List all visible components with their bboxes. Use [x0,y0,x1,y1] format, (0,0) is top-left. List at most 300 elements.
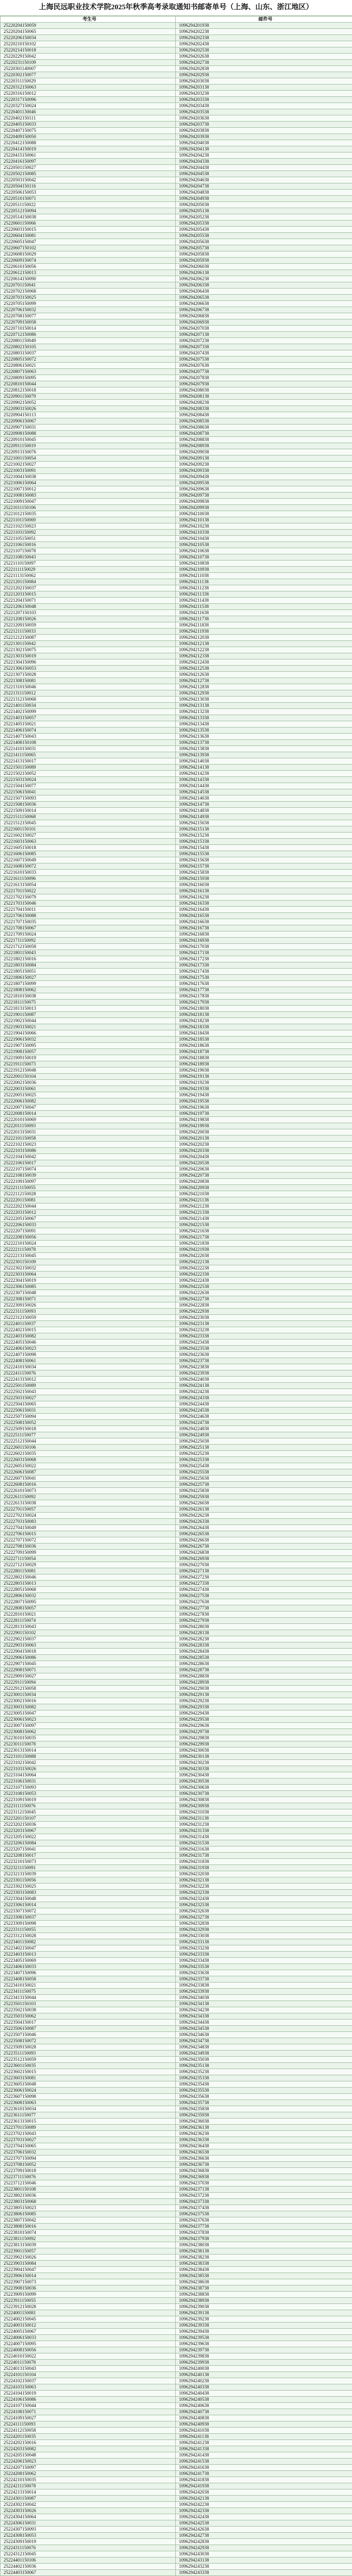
table-row [1,1395,352,1401]
tracking-number-cell: 1096294234838 [176,2044,352,2050]
tracking-number-cell: 1096294233338 [176,1952,352,1958]
tracking-number-cell: 1096294221638 [176,1228,352,1234]
exam-number-cell: 25223712150046 [1,2180,176,2187]
table-row [1,591,352,598]
tracking-number-cell: 1096294230138 [176,1754,352,1760]
table-row [1,245,352,251]
tracking-number-cell: 1096294210738 [176,554,352,561]
exam-number-cell: 25223912150028 [1,2304,176,2310]
tracking-number-cell: 1096294207438 [176,350,352,357]
exam-number-cell: 25221102150023 [1,523,176,530]
exam-number-cell: 25222311150093 [1,1309,176,1315]
table-row [1,23,352,29]
exam-number-cell: 25223103150026 [1,1766,176,1772]
tracking-number-cell: 1096294219338 [176,1086,352,1092]
exam-number-cell: 25223813150039 [1,2242,176,2248]
exam-number-cell: 25223613150015 [1,2119,176,2125]
tracking-number-cell: 1096294210538 [176,542,352,548]
tracking-number-cell: 1096294214838 [176,808,352,814]
tracking-number-cell: 1096294207938 [176,381,352,387]
exam-number-cell: 25221903150021 [1,1024,176,1030]
tracking-number-cell: 1096294215938 [176,876,352,882]
table-row [1,771,352,777]
tracking-number-cell: 1096294232338 [176,1890,352,1896]
exam-number-cell: 25221110150097 [1,561,176,567]
exam-number-cell: 25224101150104 [1,2372,176,2378]
table-row [1,1581,352,1587]
table-row [1,530,352,536]
exam-number-cell: 25221408150108 [1,740,176,746]
exam-number-cell: 25223109150019 [1,1797,176,1803]
tracking-number-cell: 1096294203938 [176,134,352,140]
exam-number-cell: 25223606150024 [1,2088,176,2094]
tracking-number-cell: 1096294237238 [176,2193,352,2199]
exam-number-cell: 25221813150013 [1,1006,176,1012]
tracking-number-cell: 1096294233438 [176,1958,352,1964]
tracking-number-cell: 1096294225838 [176,1488,352,1494]
table-row [1,1346,352,1352]
exam-number-cell: 25220802150105 [1,344,176,350]
tracking-number-cell: 1096294209738 [176,493,352,499]
exam-number-cell: 25220504150116 [1,183,176,190]
exam-number-cell: 25222003150061 [1,1086,176,1092]
exam-number-cell: 25221608150072 [1,863,176,870]
table-row [1,1704,352,1710]
exam-number-cell: 25221901150087 [1,1012,176,1018]
table-row [1,907,352,913]
tracking-number-cell: 1096294233038 [176,1933,352,1939]
exam-number-cell: 25222506150031 [1,1408,176,1414]
table-row [1,140,352,146]
table-row [1,1247,352,1253]
exam-number-cell: 25221302150075 [1,647,176,653]
exam-number-cell: 25221101150069 [1,517,176,523]
exam-number-cell: 25222906150086 [1,1655,176,1661]
exam-number-cell: 25221202150037 [1,585,176,591]
tracking-number-cell: 1096294229938 [176,1741,352,1748]
exam-number-cell: 25221509150014 [1,808,176,814]
tracking-number-cell: 1096294215338 [176,839,352,845]
table-row [1,1970,352,1976]
exam-number-cell: 25222707150072 [1,1537,176,1544]
tracking-number-cell: 1096294235138 [176,2063,352,2069]
tracking-number-cell: 1096294242738 [176,2533,352,2539]
table-row [1,449,352,455]
exam-number-cell: 25222902150037 [1,1636,176,1642]
exam-number-cell: 25223407150096 [1,1970,176,1976]
tracking-number-cell: 1096294211438 [176,598,352,604]
table-row [1,1754,352,1760]
tracking-number-cell: 1096294206438 [176,289,352,295]
table-row [1,369,352,375]
exam-number-cell: 25220412150088 [1,140,176,146]
tracking-number-cell: 1096294203238 [176,91,352,97]
exam-number-cell: 25221605150018 [1,845,176,851]
exam-number-cell: 25224006150033 [1,2335,176,2341]
exam-number-cell: 25221803150084 [1,962,176,969]
exam-number-cell: 25221908150057 [1,1049,176,1055]
tracking-number-cell: 1096294207638 [176,363,352,369]
table-row [1,1123,352,1129]
exam-number-cell: 25223602150015 [1,2069,176,2075]
tracking-number-cell: 1096294236038 [176,2119,352,2125]
tracking-number-cell: 1096294231338 [176,1828,352,1834]
exam-number-cell: 25221403150057 [1,715,176,721]
table-row [1,41,352,47]
exam-number-cell: 25222112150028 [1,1191,176,1197]
table-row [1,437,352,443]
tracking-number-cell: 1096294242338 [176,2508,352,2514]
tracking-number-cell: 1096294231138 [176,1816,352,1822]
table-row [1,598,352,604]
table-row [1,1018,352,1024]
exam-number-cell: 25221312150068 [1,697,176,703]
exam-number-cell: 25221504150077 [1,783,176,789]
table-row [1,554,352,561]
table-row [1,2131,352,2137]
exam-number-cell: 25223201150107 [1,1816,176,1822]
tracking-number-cell: 1096294227538 [176,1593,352,1599]
exam-number-cell: 25220810150044 [1,381,176,387]
tracking-number-cell: 1096294242838 [176,2539,352,2545]
exam-number-cell: 25223904150047 [1,2267,176,2273]
tracking-number-cell: 1096294204538 [176,171,352,177]
tracking-number-cell: 1096294231238 [176,1822,352,1828]
tracking-number-cell: 1096294209138 [176,455,352,462]
tracking-number-cell: 1096294207538 [176,357,352,363]
exam-number-cell: 25222101150058 [1,1136,176,1142]
exam-number-cell: 25223306150014 [1,1902,176,1908]
tracking-number-cell: 1096294226238 [176,1513,352,1519]
tracking-number-cell: 1096294236538 [176,2149,352,2156]
table-row [1,1272,352,1278]
exam-number-cell: 25220906150067 [1,418,176,425]
table-row [1,2471,352,2477]
table-row [1,820,352,826]
tracking-number-cell: 1096294204038 [176,140,352,146]
tracking-number-cell: 1096294212838 [176,684,352,690]
table-row [1,2508,352,2514]
tracking-number-cell: 1096294202238 [176,29,352,35]
tracking-number-cell: 1096294226338 [176,1519,352,1525]
table-row [1,2248,352,2255]
exam-number-cell: 25221711150092 [1,938,176,944]
table-row [1,1476,352,1482]
table-row [1,2217,352,2224]
tracking-number-cell: 1096294235838 [176,2106,352,2112]
exam-number-cell: 25221709150024 [1,931,176,938]
table-row [1,1661,352,1667]
table-row [1,1846,352,1853]
table-row [1,455,352,462]
table-row [1,2063,352,2069]
exam-number-cell: 25223202150036 [1,1822,176,1828]
tracking-number-cell: 1096294208938 [176,443,352,449]
table-row [1,1698,352,1704]
table-row [1,418,352,425]
table-row [1,1556,352,1562]
table-row [1,802,352,808]
table-row [1,227,352,233]
exam-number-cell: 25222405150046 [1,1340,176,1346]
exam-number-cell: 25221906150032 [1,1037,176,1043]
table-row [1,115,352,122]
tracking-number-cell: 1096294232038 [176,1871,352,1877]
exam-number-cell: 25221209150059 [1,622,176,629]
tracking-number-cell: 1096294226138 [176,1506,352,1513]
table-row [1,2081,352,2088]
exam-number-cell: 25221308150081 [1,678,176,684]
tracking-number-cell: 1096294229838 [176,1735,352,1741]
tracking-number-cell: 1096294219138 [176,1074,352,1080]
exam-number-cell: 25220514150038 [1,214,176,221]
table-row [1,47,352,54]
table-row [1,1451,352,1457]
table-row [1,783,352,789]
exam-number-cell: 25223011150078 [1,1741,176,1748]
exam-number-cell: 25223010150035 [1,1735,176,1741]
exam-number-cell: 25222407150098 [1,1352,176,1358]
exam-number-cell: 25224301150087 [1,2496,176,2502]
tracking-number-cell: 1096294208138 [176,394,352,400]
table-row [1,938,352,944]
table-row [1,653,352,659]
tracking-number-cell: 1096294215438 [176,845,352,851]
table-row [1,727,352,734]
table-row [1,2137,352,2143]
exam-number-cell: 25223509150028 [1,2044,176,2050]
table-row [1,2360,352,2366]
table-row [1,1074,352,1080]
tracking-number-cell: 1096294208738 [176,431,352,437]
exam-number-cell: 25224007150095 [1,2341,176,2347]
tracking-number-cell: 1096294206838 [176,313,352,319]
table-row [1,1408,352,1414]
exam-number-cell: 25224111150093 [1,2421,176,2428]
tracking-number-cell: 1096294229038 [176,1686,352,1692]
tracking-number-cell: 1096294238138 [176,2248,352,2255]
table-row [1,2292,352,2298]
exam-number-cell: 25223112150045 [1,1809,176,1816]
tracking-number-cell: 1096294237438 [176,2205,352,2211]
tracking-number-cell: 1096294211138 [176,579,352,585]
table-row [1,734,352,740]
table-row [1,2057,352,2063]
exam-number-cell: 25224309150019 [1,2539,176,2545]
tracking-number-cell: 1096294231038 [176,1809,352,1816]
exam-number-cell: 25220327150024 [1,103,176,109]
tracking-number-cell: 1096294236338 [176,2137,352,2143]
tracking-number-cell: 1096294204738 [176,183,352,190]
tracking-number-cell: 1096294224938 [176,1432,352,1438]
exam-number-cell: 25221802150016 [1,956,176,962]
table-row [1,690,352,697]
table-row [1,2168,352,2174]
tracking-number-cell: 1096294203738 [176,122,352,128]
table-row [1,919,352,925]
table-row [1,2421,352,2428]
exam-number-cell: 25222011150093 [1,1123,176,1129]
exam-number-cell: 25221006150064 [1,480,176,486]
exam-number-cell: 25220401130046 [1,109,176,115]
exam-number-cell: 25224210150035 [1,2477,176,2483]
table-row [1,1914,352,1921]
table-row [1,1160,352,1166]
table-row [1,2075,352,2081]
tracking-number-cell: 1096294203638 [176,115,352,122]
exam-number-cell: 25223907150073 [1,2279,176,2285]
exam-number-cell: 25222907150045 [1,1661,176,1667]
table-row [1,1717,352,1723]
exam-number-cell: 25220913150076 [1,449,176,455]
exam-number-cell: 25222511150077 [1,1432,176,1438]
table-row [1,1630,352,1636]
table-row [1,425,352,431]
exam-number-cell: 25223801150108 [1,2187,176,2193]
exam-number-cell: 25222601150106 [1,1445,176,1451]
tracking-number-cell: 1096294205838 [176,251,352,258]
table-row [1,282,352,289]
tracking-number-cell: 1096294208338 [176,406,352,412]
exam-number-cell: 25220612150013 [1,270,176,276]
tracking-number-cell: 1096294203038 [176,78,352,84]
tracking-number-cell: 1096294219838 [176,1117,352,1123]
exam-number-cell: 25224402150036 [1,2564,176,2570]
tracking-number-cell: 1096294204938 [176,196,352,202]
table-row [1,1333,352,1340]
tracking-number-cell: 1096294238838 [176,2292,352,2298]
table-row [1,1605,352,1612]
tracking-number-cell: 1096294230438 [176,1772,352,1778]
tracking-number-cell: 1096294208038 [176,387,352,394]
exam-number-cell: 25224213150014 [1,2489,176,2496]
table-row [1,561,352,567]
exam-number-cell: 25221712150058 [1,944,176,950]
exam-number-cell: 25224311150076 [1,2545,176,2551]
tracking-number-cell: 1096294228738 [176,1667,352,1673]
table-row [1,1253,352,1259]
tracking-number-cell: 1096294212338 [176,653,352,659]
tracking-number-cell: 1096294232538 [176,1902,352,1908]
tracking-number-cell: 1096294239838 [176,2353,352,2360]
exam-number-cell: 25221707150035 [1,919,176,925]
tracking-number-cell: 1096294238638 [176,2279,352,2285]
exam-number-cell: 25220703150025 [1,295,176,301]
tracking-number-cell: 1096294228138 [176,1630,352,1636]
table-row [1,1179,352,1185]
tracking-number-cell: 1096294210038 [176,511,352,517]
tracking-number-cell: 1096294205438 [176,227,352,233]
tracking-number-cell: 1096294227138 [176,1568,352,1574]
exam-number-cell: 25223111150076 [1,1803,176,1809]
tracking-number-cell: 1096294218438 [176,1030,352,1037]
table-row [1,1797,352,1803]
table-row [1,2298,352,2304]
exam-number-cell: 25220708150077 [1,313,176,319]
table-row [1,1370,352,1377]
exam-number-cell: 25221003150091 [1,468,176,474]
table-row [1,289,352,295]
exam-number-cell: 25224202150016 [1,2440,176,2446]
tracking-number-cell: 1096294205138 [176,208,352,214]
exam-number-cell: 25224312150045 [1,2551,176,2557]
exam-number-cell: 25220605150047 [1,239,176,245]
exam-number-cell: 25223908150036 [1,2285,176,2292]
exam-number-cell: 25221103150092 [1,530,176,536]
exam-number-cell: 25220405150033 [1,122,176,128]
table-row [1,1599,352,1605]
table-row [1,462,352,468]
table-row [1,2316,352,2323]
tracking-number-cell: 1096294242038 [176,2489,352,2496]
tracking-number-cell: 1096294203538 [176,109,352,115]
exam-number-cell: 25222512150044 [1,1438,176,1445]
table-row [1,1482,352,1488]
table-row [1,2520,352,2527]
tracking-number-cell: 1096294221938 [176,1247,352,1253]
exam-number-cell: 25224001150081 [1,2310,176,2316]
table-row [1,1494,352,1500]
table-row [1,91,352,97]
tracking-number-cell: 1096294221438 [176,1216,352,1222]
tracking-number-cell: 1096294243038 [176,2551,352,2557]
tracking-number-cell: 1096294221338 [176,1210,352,1216]
table-row [1,1043,352,1049]
tracking-number-cell: 1096294213138 [176,703,352,709]
tracking-number-cell: 1096294222738 [176,1296,352,1302]
exam-number-cell: 25224102150037 [1,2378,176,2384]
tracking-number-cell: 1096294241838 [176,2477,352,2483]
tracking-number-cell: 1096294240438 [176,2391,352,2397]
tracking-number-cell: 1096294213738 [176,740,352,746]
exam-number-cell: 25222402150015 [1,1327,176,1333]
table-row [1,1741,352,1748]
table-row [1,2428,352,2434]
table-row [1,1420,352,1426]
tracking-number-cell: 1096294211038 [176,573,352,579]
exam-number-cell: 25222411150076 [1,1370,176,1377]
tracking-number-cell: 1096294214438 [176,783,352,789]
table-row [1,1809,352,1816]
exam-number-cell: 25222704150049 [1,1525,176,1531]
table-row [1,2564,352,2570]
table-row [1,2527,352,2533]
table-row [1,863,352,870]
exam-number-cell: 25222613150038 [1,1500,176,1506]
table-row [1,2446,352,2452]
exam-number-cell: 25223208150017 [1,1853,176,1859]
exam-number-cell: 25224112150058 [1,2428,176,2434]
tracking-number-cell: 1096294237138 [176,2187,352,2193]
table-row [1,431,352,437]
tracking-number-cell: 1096294242638 [176,2527,352,2533]
table-row [1,2242,352,2248]
table-row [1,666,352,672]
table-row [1,109,352,115]
exam-number-cell: 25223101150088 [1,1754,176,1760]
exam-number-cell: 25221002150027 [1,462,176,468]
table-row [1,1908,352,1914]
tracking-number-cell: 1096294238038 [176,2242,352,2248]
table-row [1,808,352,814]
tracking-number-cell: 1096294231938 [176,1865,352,1871]
table-row [1,709,352,715]
table-row [1,1309,352,1315]
tracking-number-cell: 1096294241338 [176,2446,352,2452]
exam-number-cell: 25222302150032 [1,1265,176,1272]
tracking-number-cell: 1096294216238 [176,894,352,901]
exam-number-cell: 25220501150027 [1,165,176,171]
